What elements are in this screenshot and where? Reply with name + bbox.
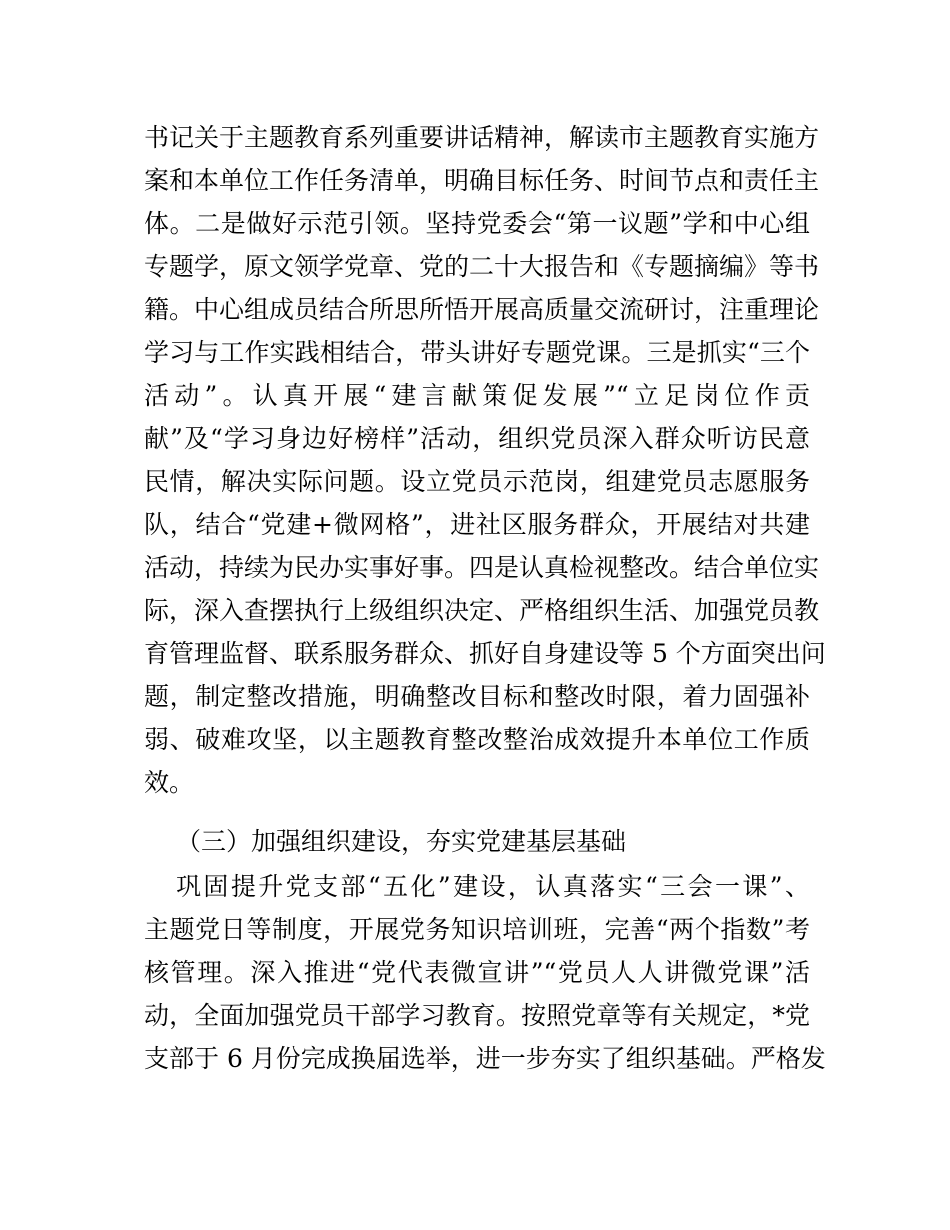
paragraph-line: 队，结合“党建+微网格”，进社区服务群众，开展结对共建 [144,510,810,539]
paragraph-first-line: 巩固提升党支部“五化”建设，认真落实“三会一课”、 [176,872,810,901]
section-heading: （三）加强组织建设，夯实党建基层基础 [176,827,627,856]
paragraph-line: 主题党日等制度，开展党务知识培训班，完善“两个指数”考 [144,915,810,944]
paragraph-line: 际，深入查摆执行上级组织决定、严格组织生活、加强党员教 [144,596,820,625]
paragraph-line: 书记关于主题教育系列重要讲话精神，解读市主题教育实施方 [144,123,820,152]
paragraph-line: 育管理监督、联系服务群众、抓好自身建设等 5 个方面突出问 [144,639,826,668]
paragraph-line: 动，全面加强党员干部学习教育。按照党章等有关规定，*党 [144,1001,810,1030]
paragraph-line: 活动”。认真开展“建言献策促发展”“立足岗位作贡 [144,381,810,410]
paragraph-line: 献”及“学习身边好榜样”活动，组织党员深入群众听访民意 [144,424,810,453]
paragraph-line: 籍。中心组成员结合所思所悟开展高质量交流研讨，注重理论 [144,295,820,324]
paragraph-line: 民情，解决实际问题。设立党员示范岗，组建党员志愿服务 [144,467,810,496]
paragraph-line: 活动，持续为民办实事好事。四是认真检视整改。结合单位实 [144,553,820,582]
paragraph-line: 专题学，原文领学党章、党的二十大报告和《专题摘编》等书 [144,252,820,281]
paragraph-line: 效。 [144,768,195,797]
paragraph-line: 案和本单位工作任务清单，明确目标任务、时间节点和责任主 [144,166,820,195]
paragraph-line: 题，制定整改措施，明确整改目标和整改时限，着力固强补 [144,682,810,711]
paragraph-line: 核管理。深入推进“党代表微宣讲”“党员人人讲微党课”活 [144,958,810,987]
paragraph-line: 支部于 6 月份完成换届选举，进一步夯实了组织基础。严格发 [144,1044,826,1073]
paragraph-line: 学习与工作实践相结合，带头讲好专题党课。三是抓实“三个 [144,338,810,367]
paragraph-line: 弱、破难攻坚，以主题教育整改整治成效提升本单位工作质 [144,725,810,754]
paragraph-line: 体。二是做好示范引领。坚持党委会“第一议题”学和中心组 [144,209,810,238]
